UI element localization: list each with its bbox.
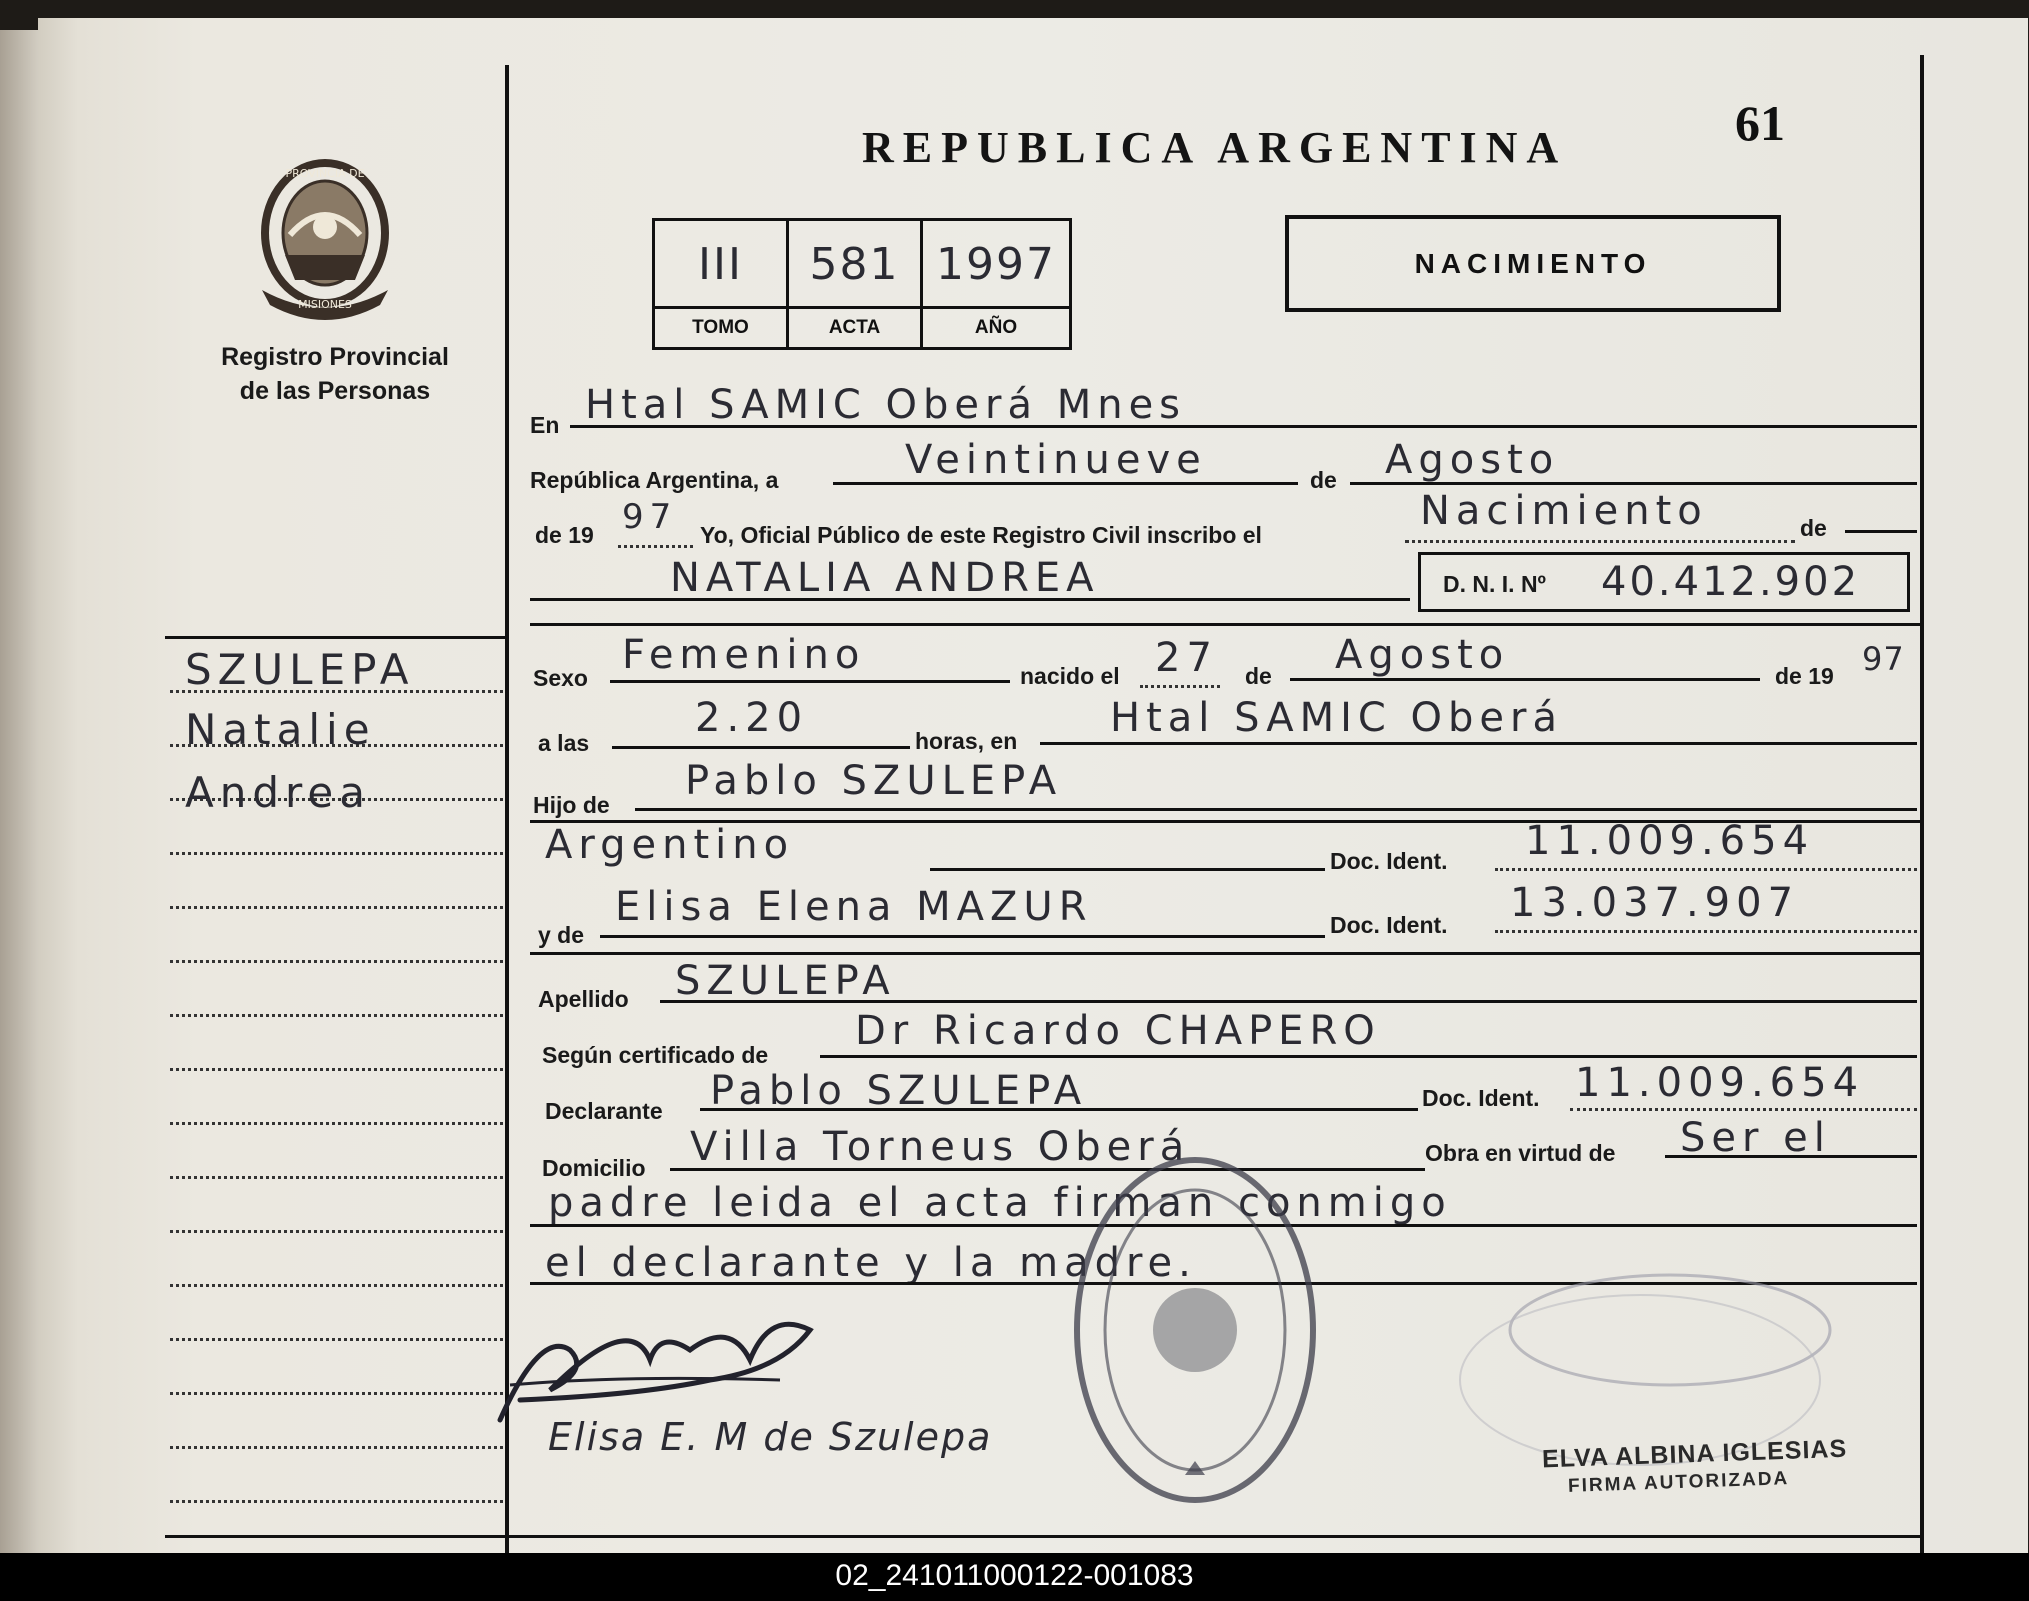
mother-doc-line xyxy=(1495,930,1917,933)
tomo-cell xyxy=(655,221,789,347)
year-value: 97 xyxy=(622,497,678,537)
day-line xyxy=(833,482,1298,485)
ano-label: AÑO xyxy=(923,306,1069,347)
mother-line xyxy=(600,935,1325,938)
bottom-rule xyxy=(165,1535,1920,1538)
birth-month-value: Agosto xyxy=(1335,632,1510,678)
page-title: REPUBLICA ARGENTINA xyxy=(862,123,1568,172)
hour-line xyxy=(612,746,910,749)
en-label: En xyxy=(530,412,560,438)
mother-rule xyxy=(530,952,1920,955)
margin-ruled-line xyxy=(170,1338,503,1341)
margin-ruled-line xyxy=(170,1122,503,1125)
registry-name xyxy=(165,340,505,408)
declarante-line xyxy=(700,1108,1418,1111)
margin-ruled-line xyxy=(170,960,503,963)
remarks-line-1: padre leida el acta firman conmigo xyxy=(548,1180,1452,1226)
declarante-doc-value: 11.009.654 xyxy=(1575,1060,1865,1106)
sexo-value: Femenino xyxy=(622,632,866,678)
margin-ruled-line xyxy=(170,852,503,855)
yde-label: y de xyxy=(538,922,585,948)
apellido-label: Apellido xyxy=(538,986,629,1012)
acta-label: ACTA xyxy=(789,306,920,347)
acta-value: 581 xyxy=(809,239,900,290)
svg-text:PROVINCIA DE: PROVINCIA DE xyxy=(285,167,365,180)
tomo-label: TOMO xyxy=(655,306,786,347)
republica-label: República Argentina, a xyxy=(530,467,779,493)
de-label: de xyxy=(1310,467,1337,493)
svg-text:MISIONES: MISIONES xyxy=(298,298,352,311)
ano-value: 1997 xyxy=(936,239,1056,290)
registry-line-2: de las Personas xyxy=(239,377,431,405)
apellido-line xyxy=(660,1000,1917,1003)
name-line xyxy=(530,598,1410,601)
segun-line xyxy=(820,1055,1917,1058)
father-doc-line xyxy=(1495,868,1917,871)
page-number: 61 xyxy=(1735,95,1785,151)
doc-label-3: Doc. Ident. xyxy=(1422,1085,1540,1111)
birth-year-value: 97 xyxy=(1862,640,1905,678)
horas-label: horas, en xyxy=(915,728,1018,754)
sexo-label: Sexo xyxy=(533,665,588,691)
right-border xyxy=(1920,55,1924,1553)
acta-cell xyxy=(789,221,923,347)
footer-code: 02_241011000122-001083 xyxy=(0,1553,2029,1601)
day-value: Veintinueve xyxy=(905,437,1207,483)
de-label-3: de xyxy=(1245,663,1272,689)
tomo-value: III xyxy=(698,239,743,290)
province-seal-icon xyxy=(250,155,400,320)
birth-day-value: 27 xyxy=(1155,635,1218,681)
obra-line xyxy=(1665,1155,1917,1158)
de-label-2: de xyxy=(1800,515,1827,541)
birth-month-line xyxy=(1290,678,1760,681)
obra-value: Ser el xyxy=(1680,1115,1831,1161)
margin-ruled-line xyxy=(170,906,503,909)
nacido-label: nacido el xyxy=(1020,663,1120,689)
de19-label: de 19 xyxy=(535,522,594,548)
margin-ruled-line xyxy=(170,1230,503,1233)
official-name: ELVA ALBINA IGLESIAS xyxy=(1541,1434,1848,1474)
registry-line-1: Registro Provincial xyxy=(221,343,449,371)
official-role: FIRMA AUTORIZADA xyxy=(1567,1468,1790,1497)
official-stamp-icon xyxy=(1065,1145,1325,1515)
place-line xyxy=(1040,742,1917,745)
birth-day-line xyxy=(1140,685,1220,688)
margin-surname: SZULEPA xyxy=(185,645,415,694)
domicilio-value: Villa Torneus Oberá xyxy=(690,1124,1191,1170)
margin-ruled-line xyxy=(170,1392,503,1395)
en-line xyxy=(570,425,1917,428)
margin-ruled-line xyxy=(170,1014,503,1017)
remarks-line-2: el declarante y la madre. xyxy=(545,1240,1197,1286)
mother-value: Elisa Elena MAZUR xyxy=(615,884,1093,930)
section-rule xyxy=(530,623,1920,626)
dni-box xyxy=(1418,552,1910,612)
child-name-value: NATALIA ANDREA xyxy=(670,555,1100,601)
record-type-box: NACIMIENTO xyxy=(1285,215,1781,312)
record-reference-box xyxy=(652,218,1072,350)
year-line xyxy=(618,545,693,548)
place-value: Htal SAMIC Oberá xyxy=(1110,695,1563,741)
margin-first-name: Natalie xyxy=(185,705,376,754)
doc-label: Doc. Ident. xyxy=(1330,848,1448,874)
act-line xyxy=(1405,540,1795,543)
declarante-label: Declarante xyxy=(545,1098,663,1124)
declarante-doc-line xyxy=(1570,1108,1917,1111)
apellido-value: SZULEPA xyxy=(675,958,896,1004)
month-line xyxy=(1350,482,1917,485)
father-doc-value: 11.009.654 xyxy=(1525,818,1815,864)
en-value: Htal SAMIC Oberá Mnes xyxy=(585,382,1187,428)
margin-top-rule xyxy=(165,636,505,639)
margin-second-name: Andrea xyxy=(185,768,371,817)
margin-ruled-line xyxy=(170,1068,503,1071)
book-binding xyxy=(0,30,40,1555)
sexo-line xyxy=(610,680,1010,683)
de19-label-2: de 19 xyxy=(1775,663,1834,689)
domicilio-label: Domicilio xyxy=(542,1155,646,1181)
father-line xyxy=(635,808,1917,811)
month-value: Agosto xyxy=(1385,437,1560,483)
de-line-2 xyxy=(1845,530,1917,533)
margin-ruled-line xyxy=(170,1284,503,1287)
segun-value: Dr Ricardo CHAPERO xyxy=(855,1008,1381,1054)
father-nationality: Argentino xyxy=(545,822,795,868)
dni-value: 40.412.902 xyxy=(1601,559,1861,605)
margin-ruled-line xyxy=(170,1176,503,1179)
ano-cell xyxy=(923,221,1069,347)
hijo-label: Hijo de xyxy=(533,792,610,818)
doc-label-2: Doc. Ident. xyxy=(1330,912,1448,938)
obra-label: Obra en virtud de xyxy=(1425,1140,1616,1166)
margin-ruled-line xyxy=(170,1500,503,1503)
oficial-label: Yo, Oficial Público de este Registro Civil inscribo el xyxy=(700,522,1262,548)
margin-ruled-line xyxy=(170,1446,503,1449)
segun-label: Según certificado de xyxy=(542,1042,769,1068)
mother-doc-value: 13.037.907 xyxy=(1510,880,1800,926)
father-value: Pablo SZULEPA xyxy=(685,758,1063,804)
alas-label: a las xyxy=(538,730,590,756)
mother-signature: Elisa E. M de Szulepa xyxy=(548,1415,993,1459)
act-value: Nacimiento xyxy=(1420,488,1708,534)
hour-value: 2.20 xyxy=(695,695,809,741)
dni-label: D. N. I. Nº xyxy=(1443,571,1546,597)
declarante-value: Pablo SZULEPA xyxy=(710,1068,1088,1114)
nationality-line xyxy=(930,868,1325,871)
